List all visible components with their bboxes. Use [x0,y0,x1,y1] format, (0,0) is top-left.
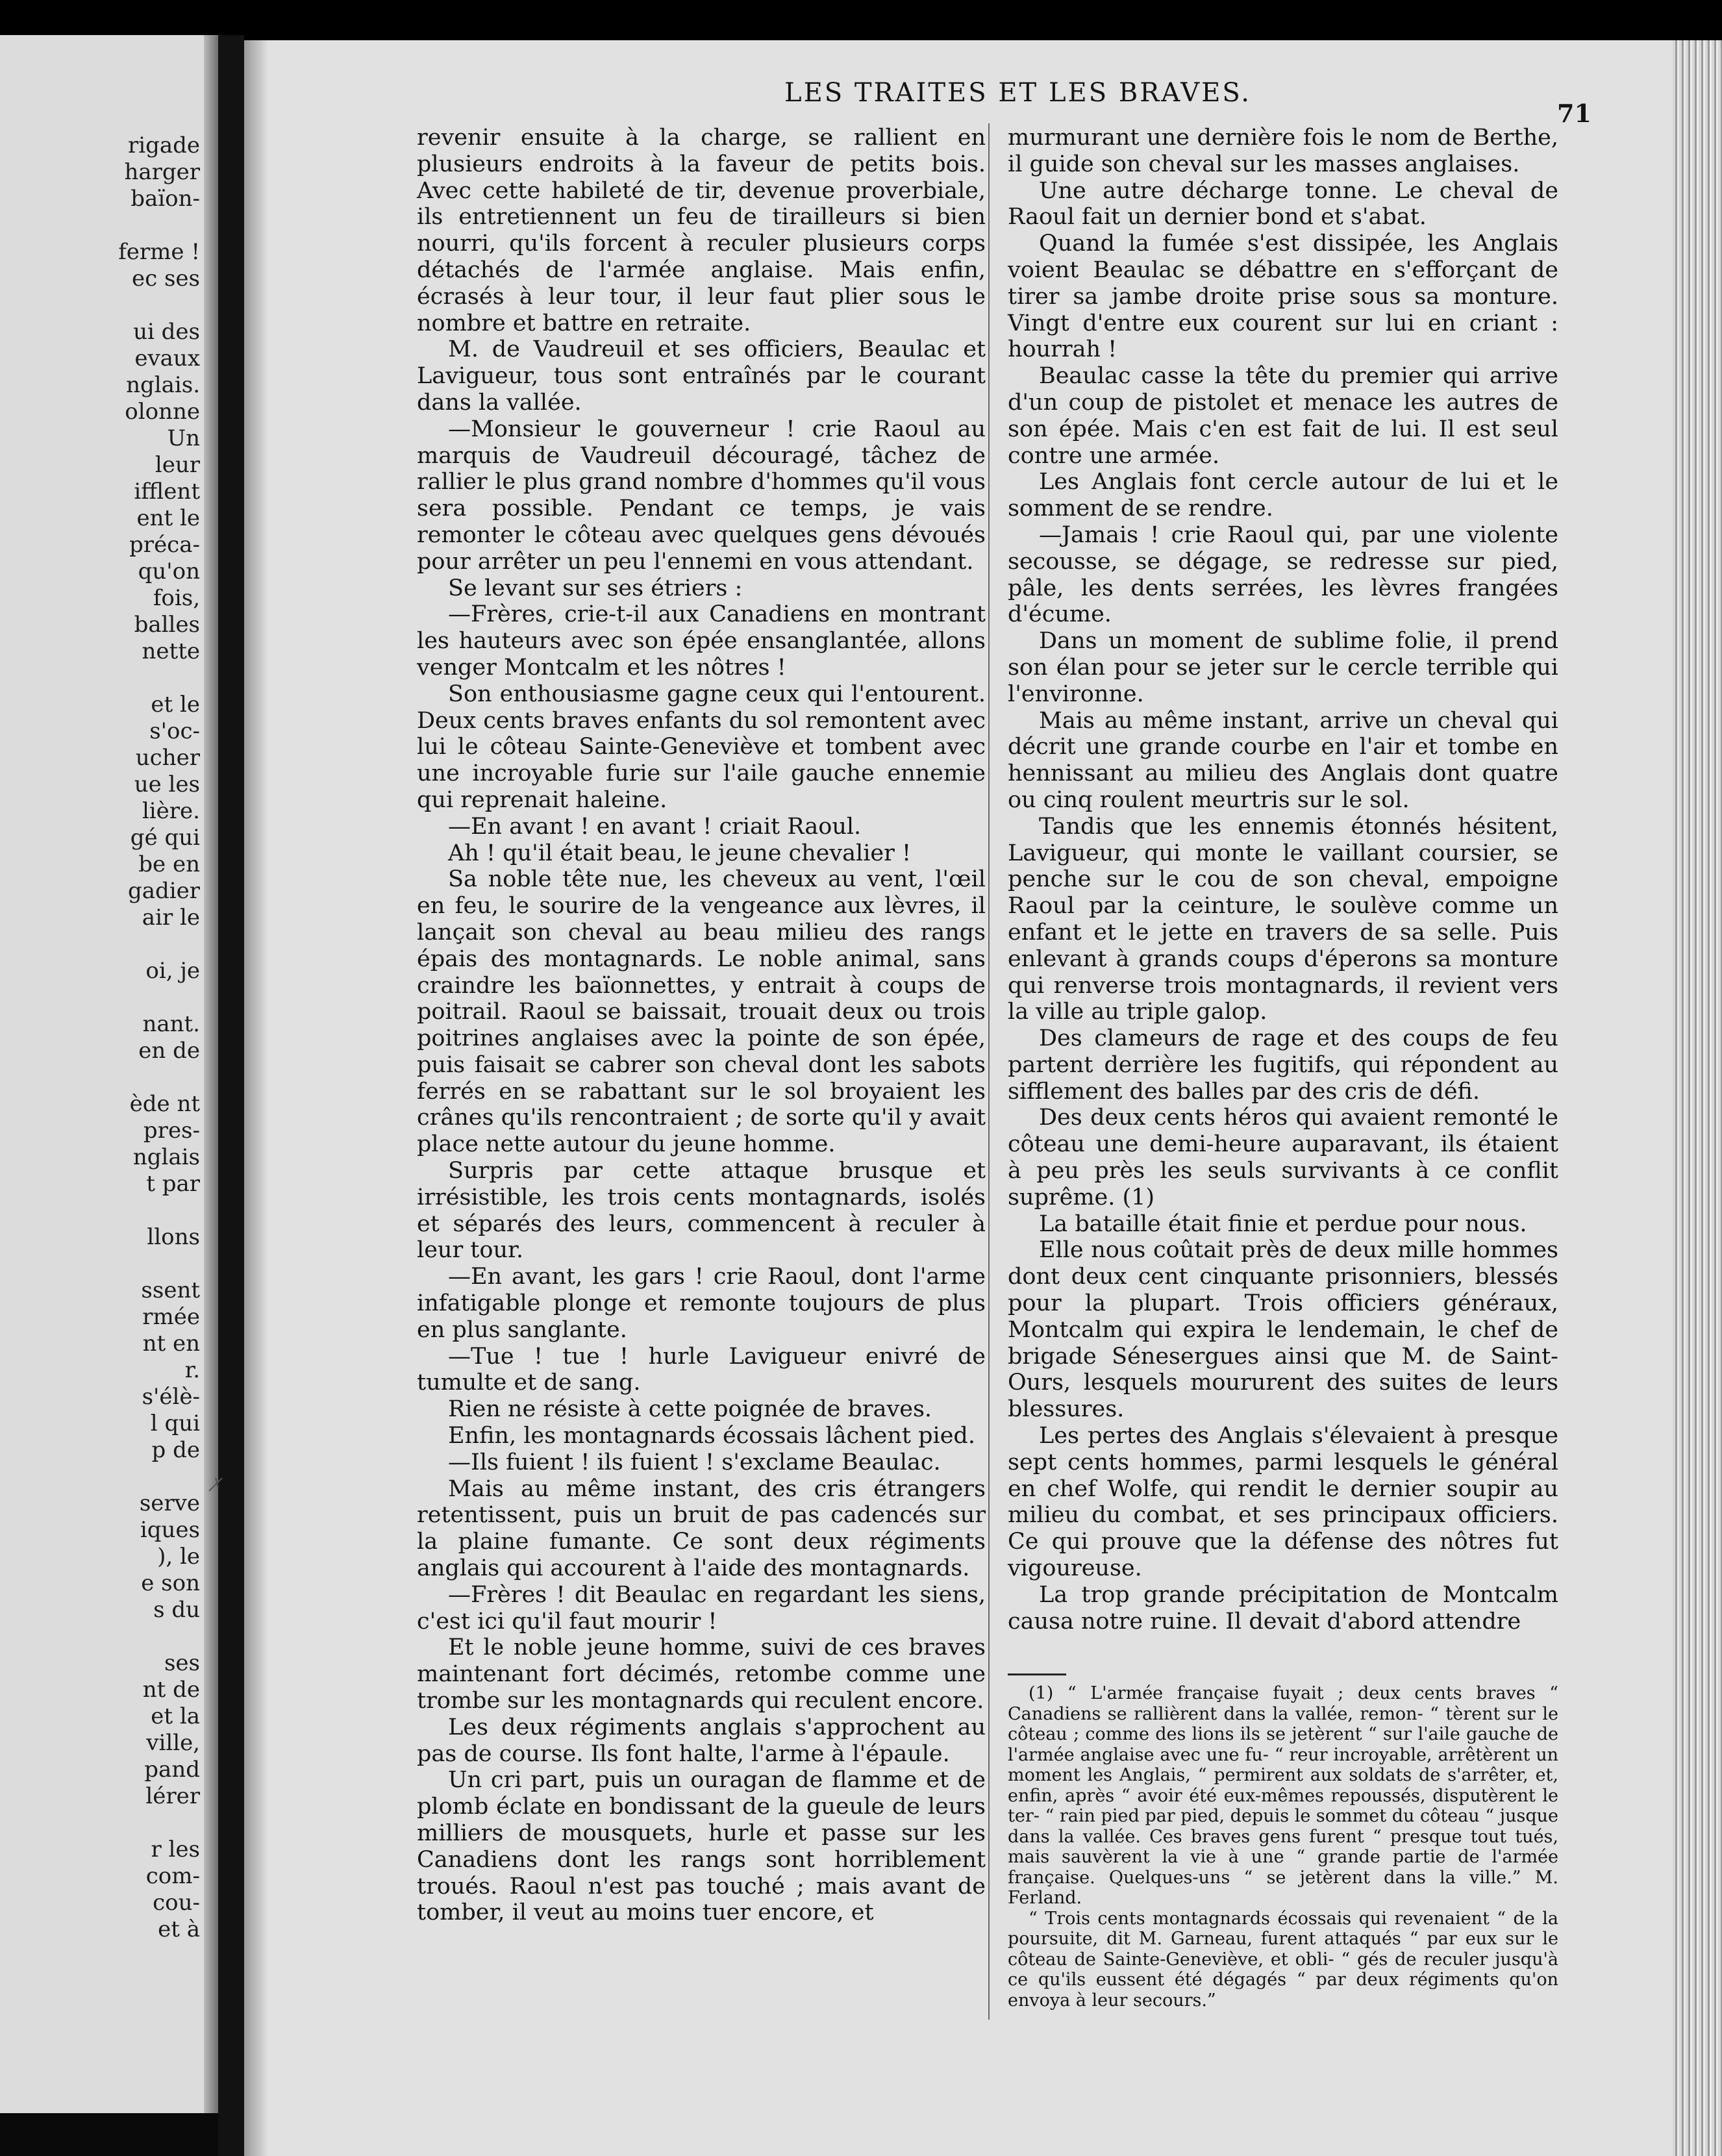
paragraph: —En avant, les gars ! crie Raoul, dont l'arme infatigable plonge et remonte toujours de plus en plus sanglante. [417,1264,986,1343]
left-page-fragment: com- [145,1863,200,1889]
running-head: LES TRAITES ET LES BRAVES. [784,78,1252,108]
left-page-fragment: en de [138,1038,200,1064]
left-page-fragment: serve [139,1490,200,1516]
left-page-fragment: fois, [153,585,200,611]
left-page-fragment: ec ses [132,266,200,292]
paragraph: Rien ne résiste à cette poignée de braves. [448,1396,932,1423]
footnote-block [1008,1683,1558,2011]
paragraph: Une autre décharge tonne. Le cheval de Raoul fait un dernier bond et s'abat. [1008,177,1558,231]
paragraph: murmurant une dernière fois le nom de Berthe, il guide son cheval sur les masses anglaises. [1008,125,1558,177]
left-page-fragment: cou- [153,1890,200,1916]
paragraph: —Frères ! dit Beaulac en regardant les siens, c'est ici qu'il faut mourir ! [417,1581,986,1635]
left-page-fragment: ent le [136,505,200,531]
left-page-fragment: ui des [133,319,200,345]
left-page-fragment: iques [140,1517,200,1543]
paragraph: Les deux régiments anglais s'approchent au pas de course. Ils font halte, l'arme à l'épaule. [417,1714,986,1767]
scan-top-border [0,0,1722,40]
previous-page-edge [0,35,218,2113]
left-page-fragment: ses [164,1650,200,1676]
left-page-fragment: leur [155,452,200,478]
paragraph: M. de Vaudreuil et ses officiers, Beaulac et Lavigueur, tous sont entraînés par le courant dans la vallée. [417,336,986,416]
left-page-fragment: oi, je [145,958,200,984]
left-page-fragment: gé qui [130,825,200,851]
left-page-fragment: nglais. [126,372,200,398]
left-page-fragment: r. [184,1357,200,1383]
left-page-fragment: qu'on [138,558,200,584]
left-page-fragment: lérer [145,1783,200,1809]
left-page-fragment: p de [151,1437,200,1463]
left-page-fragment: ue les [134,771,200,797]
left-page-fragment: nt en [142,1331,200,1357]
page-inner-shadow [244,40,268,2156]
paragraph: Et le noble jeune homme, suivi de ces braves maintenant fort décimés, retombe comme une trombe sur les montagnards qui reculent encore. [417,1635,986,1714]
left-page-fragment: llons [147,1224,200,1250]
left-page-fragment: gadier [127,878,200,904]
left-page-fragment: be en [138,851,200,877]
paragraph: La trop grande précipitation de Montcalm causa notre ruine. Il devait d'abord attendre [1008,1581,1558,1635]
left-page-fragment: nglais [132,1144,200,1170]
paragraph: Dans un moment de sublime folie, il prend son élan pour se jeter sur le cercle terrible qui l'environne. [1008,628,1558,707]
paragraph: —Frères, crie-t-il aux Canadiens en montrant les hauteurs avec son épée ensanglantée, allons venger Montcalm et les nôtres ! [417,601,986,681]
left-page-fragment: nette [142,638,200,664]
footnote-paragraph: (1) “ L'armée française fuyait ; deux cents braves “ Canadiens se rallièrent dans la vallée, remon- “ tèrent sur le côteau ; comme des lions ils se jetèrent “ sur l'aile gauche de l'armée anglaise avec une fu- “ reur incroyable, arrêtèrent un moment les Anglais, “ permirent aux soldats de s'arrêter, et, enfin, après “ avoir été eux-mêmes repoussés, disputèrent le ter- “ rain pied par pied, depuis le sommet du côteau “ jusque dans la vallée. Ces braves gens furent “ presque tout tués, mais sauvèrent la vie à une “ grande partie de l'armée française. Quelques-uns “ se jetèrent dans la ville.” M. Ferland. [1008,1683,1558,1908]
paragraph: —Monsieur le gouverneur ! crie Raoul au marquis de Vaudreuil découragé, tâchez de rallier le plus grand nombre d'hommes qu'il vous sera possible. Pendant ce temps, je vais remonter le côteau avec quelques gens dévoués pour arrêter un peu l'ennemi en vous attendant. [417,416,986,575]
left-page-fragment: et le [151,692,200,718]
paragraph: —Ils fuient ! ils fuient ! s'exclame Beaulac. [448,1449,941,1475]
paragraph: Son enthousiasme gagne ceux qui l'entourent. Deux cents braves enfants du sol remontent avec lui le côteau Sainte-Geneviève et tombent avec une incroyable furie sur l'aile gauche ennemie qui reprenait haleine. [417,681,986,813]
paragraph: Des deux cents héros qui avaient remonté le côteau une demi-heure auparavant, ils étaient à peu près les seuls survivants à ce conflit suprême. (1) [1008,1105,1558,1210]
column-rule [988,123,990,2020]
left-page-fragment: baïon- [131,186,200,212]
paragraph: Sa noble tête nue, les cheveux au vent, l'œil en feu, le sourire de la vengeance aux lèvres, il lançait son cheval au beau milieu des rangs épais des montagnards. Le noble animal, sans craindre les baïonnettes, y entrait à coups de poitrail. Raoul se baissait, trouait deux ou trois poitrines anglaises avec la pointe de son épée, puis faisait se cabrer son cheval dont les sabots ferrés en se rabattant sur le sol broyaient les crânes qu'ils rencontraient ; de sorte qu'il y avait place nette autour du jeune homme. [417,866,986,1158]
left-page-fragment: et la [151,1703,200,1729]
paragraph: La bataille était finie et perdue pour nous. [1039,1210,1527,1237]
paragraph: Surpris par cette attaque brusque et irrésistible, les trois cents montagnards, isolés et séparés des leurs, commencent à reculer à leur tour. [417,1158,986,1264]
paragraph: Mais au même instant, des cris étrangers retentissent, puis un bruit de pas cadencés sur la plaine fumante. Ce sont deux régiments anglais qui accourent à l'aide des montagnards. [417,1475,986,1582]
paragraph: Les pertes des Anglais s'élevaient à presque sept cents hommes, parmi lesquels le général en chef Wolfe, qui rendit le dernier soupir au milieu du combat, et ses principaux officiers. Ce qui prouve que la défense des nôtres fut vigoureuse. [1008,1423,1558,1582]
paragraph: Se levant sur ses étriers : [448,575,743,601]
footnote-paragraph: “ Trois cents montagnards écossais qui revenaient “ de la poursuite, dit M. Garneau, furent attaqués “ par eux sur le côteau de Sainte-Geneviève, et obli- “ gés de reculer jusqu'à ce qu'ils eussent été dégagés “ par deux régiments qu'on envoya à leur secours.” [1008,1908,1558,2011]
left-page-fragment: ifflent [134,479,200,505]
left-page-fragment: rigade [127,132,200,158]
left-page-fragment: l qui [150,1410,200,1436]
right-text-column [1008,125,1558,1635]
paragraph: —En avant ! en avant ! criait Raoul. [448,813,862,840]
paragraph: Beaulac casse la tête du premier qui arrive d'un coup de pistolet et menace les autres de son épée. Mais c'en est fait de lui. Il est seul contre une armée. [1008,363,1558,469]
left-page-fragment: pand [144,1757,200,1783]
left-page-fragment: nt de [142,1677,200,1703]
paragraph: Tandis que les ennemis étonnés hésitent, Lavigueur, qui monte le vaillant coursier, se penche sur le cou de son cheval, empoigne Raoul par la ceinture, le soulève comme un enfant et le jette en travers de sa selle. Puis enlevant à grands coups d'éperons sa monture qui renverse trois montagnards, il revient vers la ville au triple galop. [1008,813,1558,1025]
paragraph: Enfin, les montagnards écossais lâchent pied. [448,1423,975,1449]
left-page-fragment: préca- [129,532,200,558]
paragraph: revenir ensuite à la charge, se rallient en plusieurs endroits à la faveur de petits bois. Avec cette habileté de tir, devenue proverbiale, ils entretiennent un feu de tirailleurs si bien nourri, qu'ils forcent à reculer plusieurs corps détachés de l'armée anglaise. Mais enfin, écrasés à leur tour, il leur faut plier sous le nombre et battre en retraite. [417,125,986,336]
left-page-fragment: ssent [141,1277,200,1303]
left-page-fragment: s du [153,1597,200,1623]
footnote-rule [1008,1673,1066,1675]
left-page-fragment: s'élè- [142,1384,200,1410]
page-number: 71 [1557,99,1591,128]
paragraph: —Jamais ! crie Raoul qui, par une violente secousse, se dégage, se redresse sur pied, pâle, les dents serrées, les lèvres frangées d'écume. [1008,521,1558,628]
left-page-fragment: balles [134,612,200,638]
left-page-fragment: pres- [143,1118,200,1144]
left-page-fragment: ède nt [129,1091,200,1117]
paragraph: Un cri part, puis un ouragan de flamme et de plomb éclate en bondissant de la gueule de leurs milliers de mousquets, hurle et passe sur les Canadiens dont les rangs sont horriblement troués. Raoul n'est pas touché ; mais avant de tomber, il veut au moins tuer encore, et [417,1767,986,1926]
left-page-fragment: olonne [125,399,200,425]
paragraph: Des clameurs de rage et des coups de feu partent derrière les fugitifs, qui répondent au sifflement des balles par des cris de défi. [1008,1025,1558,1105]
page-divider [218,35,244,2156]
paragraph: Elle nous coûtait près de deux mille hommes dont deux cent cinquante prisonniers, blessés pour la plupart. Trois officiers généraux, Montcalm qui expira le lendemain, le chef de brigade Sénesergues ainsi que M. de Saint-Ours, lesquels moururent des suites de leurs blessures. [1008,1237,1558,1423]
left-page-fragment: nant. [142,1011,200,1037]
left-page-fragment: rmée [142,1304,200,1330]
left-page-fragment: evaux [134,345,200,371]
left-page-fragment: air le [142,905,200,931]
left-page-fragment: ucher [135,745,200,771]
left-page-fragment: r les [151,1836,200,1862]
left-page-fragment: Un [167,425,200,451]
paragraph: —Tue ! tue ! hurle Lavigueur enivré de tumulte et de sang. [417,1343,986,1396]
left-page-fragment: et à [158,1916,200,1942]
left-page-fragment: lière. [142,798,200,824]
left-page-fragment: ferme ! [118,239,200,265]
left-page-fragment: ville, [146,1730,200,1756]
left-page-fragment: s'oc- [149,718,200,744]
left-text-column [417,125,986,1926]
left-page-fragment: ), le [157,1544,200,1570]
paragraph: Mais au même instant, arrive un cheval qui décrit une grande courbe en l'air et tombe en hennissant au milieu des Anglais dont quatre ou cinq roulent meurtris sur le sol. [1008,707,1558,813]
page-edge-stack [1673,40,1722,2156]
paragraph: Les Anglais font cercle autour de lui et le somment de se rendre. [1008,469,1558,522]
pencil-mark-icon [206,1474,226,1494]
left-page-fragment: e son [141,1570,200,1596]
left-page-fragment: harger [124,159,200,185]
binding-gutter [204,35,218,2113]
paragraph: Quand la fumée s'est dissipée, les Anglais voient Beaulac se débattre en s'efforçant de tirer sa jambe droite prise sous sa monture. Vingt d'entre eux courent sur lui en criant : hourrah ! [1008,231,1558,363]
paragraph: Ah ! qu'il était beau, le jeune chevalier ! [448,840,912,866]
left-page-fragment: t par [146,1171,200,1197]
